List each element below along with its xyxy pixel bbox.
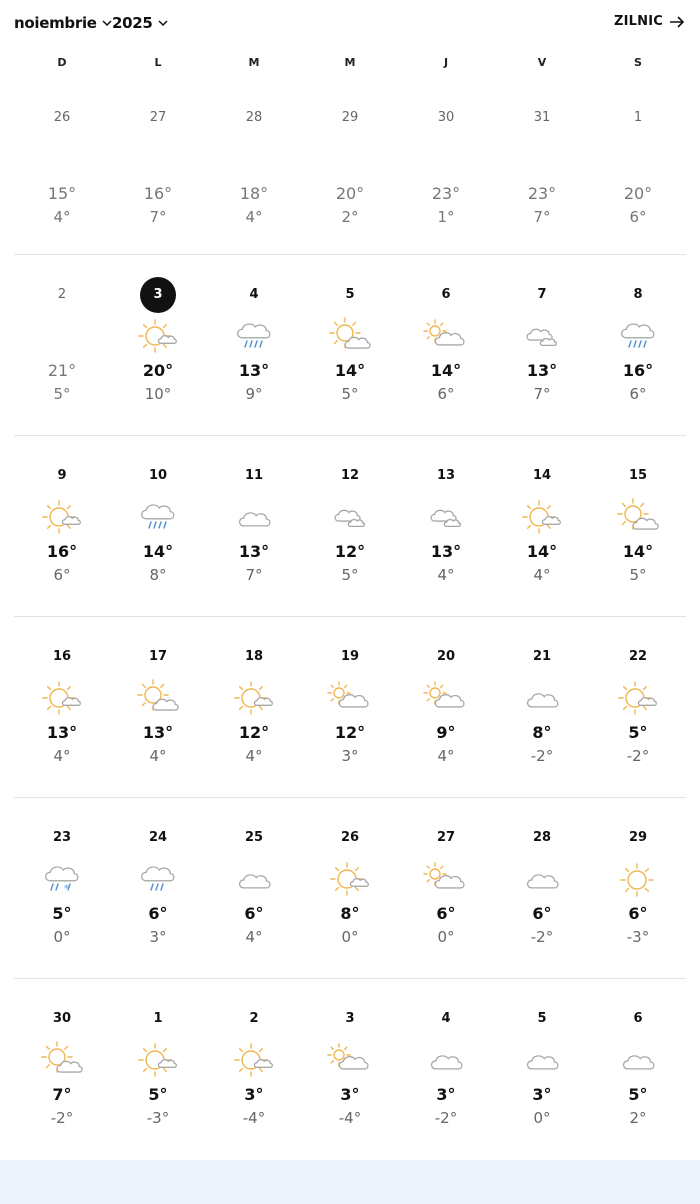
day-cell[interactable] [590,798,686,978]
week-row [14,255,686,436]
low-temp: -2° [530,747,554,765]
high-temp: 16° [622,361,654,380]
high-temp: 20° [623,184,653,203]
day-cell[interactable] [590,436,686,616]
day-cell[interactable] [110,979,206,1160]
sun-cloud-small-icon [135,317,181,359]
partly-cloudy-icon [423,860,469,902]
high-temp: 6° [436,904,456,923]
day-number: 19 [340,649,360,664]
high-temp: 23° [431,184,461,203]
low-temp: -4° [338,1109,362,1127]
high-temp: 16° [143,184,173,203]
calendar-grid [14,78,686,1160]
high-temp: 20° [142,361,174,380]
day-number: 27 [436,830,456,845]
day-cell[interactable] [206,78,302,254]
day-cell[interactable] [110,436,206,616]
high-temp: 14° [622,542,654,561]
week-row [14,78,686,255]
high-temp: 12° [238,723,270,742]
high-temp: 20° [335,184,365,203]
day-cell[interactable] [494,798,590,978]
low-temp: 6° [629,385,647,403]
day-cell[interactable] [590,78,686,254]
day-cell[interactable] [494,255,590,435]
low-temp: 3° [149,928,167,946]
day-cell[interactable] [302,436,398,616]
day-cell[interactable] [590,617,686,797]
weekday-label: J [443,56,449,69]
weekday-label: V [537,56,547,69]
day-cell[interactable] [302,798,398,978]
day-number: 12 [340,468,360,483]
low-temp: -2° [50,1109,74,1127]
day-number: 3 [345,1011,355,1026]
partly-cloudy-icon [327,679,373,721]
day-number: 30 [52,1011,72,1026]
sun-cloud-small-icon [39,498,85,540]
weekday-label: M [344,56,356,69]
cloud-icon [615,1041,661,1083]
low-temp: -4° [242,1109,266,1127]
day-number: 5 [537,1011,547,1026]
low-temp: 6° [629,208,647,226]
week-row [14,617,686,798]
low-temp: 4° [245,208,263,226]
high-temp: 14° [142,542,174,561]
day-number: 13 [436,468,456,483]
day-number: 1 [633,110,643,125]
cloud-rain-icon [231,317,277,359]
day-cell[interactable] [302,979,398,1160]
daily-view-link[interactable] [614,14,686,29]
day-cell[interactable] [494,979,590,1160]
low-temp: 3° [341,747,359,765]
low-temp: -3° [146,1109,170,1127]
cloud-icon [519,679,565,721]
clouds-icon [423,498,469,540]
high-temp: 13° [238,361,270,380]
day-number: 18 [244,649,264,664]
month-select[interactable] [14,14,114,32]
day-cell[interactable] [206,436,302,616]
high-temp: 16° [46,542,78,561]
low-temp: -3° [626,928,650,946]
day-cell[interactable] [398,979,494,1160]
high-temp: 13° [430,542,462,561]
low-temp: 4° [437,747,455,765]
week-row [14,979,686,1160]
sun-cloud-icon [327,317,373,359]
high-temp: 13° [142,723,174,742]
daily-link-label: ZILNIC [613,14,663,29]
day-cell[interactable] [398,617,494,797]
day-number: 15 [628,468,648,483]
low-temp: 9° [245,385,263,403]
day-number: 2 [249,1011,259,1026]
sun-cloud-small-icon [615,679,661,721]
day-number: 25 [244,830,264,845]
high-temp: 13° [46,723,78,742]
low-temp: 2° [341,208,359,226]
calendar-header [0,0,700,50]
low-temp: 4° [53,208,71,226]
clouds-icon [327,498,373,540]
sun-icon [615,860,661,902]
day-cell[interactable] [302,78,398,254]
year-select[interactable] [112,14,170,32]
day-number: 14 [532,468,552,483]
weekday-header-row [14,56,686,69]
high-temp: 3° [244,1085,264,1104]
day-number: 20 [436,649,456,664]
day-cell[interactable] [398,798,494,978]
day-number: 28 [532,830,552,845]
low-temp: 4° [149,747,167,765]
day-cell[interactable] [206,798,302,978]
day-number: 8 [633,287,643,302]
low-temp: 5° [341,385,359,403]
high-temp: 3° [436,1085,456,1104]
day-cell[interactable] [494,436,590,616]
high-temp: 12° [334,723,366,742]
high-temp: 6° [244,904,264,923]
cloud-rain-light-icon [135,860,181,902]
low-temp: 0° [437,928,455,946]
low-temp: 2° [629,1109,647,1127]
low-temp: 7° [245,566,263,584]
high-temp: 21° [47,361,77,380]
day-number: 29 [628,830,648,845]
weekday-label: M [248,56,260,69]
low-temp: 6° [53,566,71,584]
cloud-sleet-icon [39,860,85,902]
day-number: 5 [345,287,355,302]
day-cell[interactable] [14,617,110,797]
low-temp: 7° [149,208,167,226]
high-temp: 14° [334,361,366,380]
day-number: 1 [153,1011,163,1026]
day-number: 31 [533,110,551,125]
high-temp: 13° [526,361,558,380]
day-number: 4 [441,1011,451,1026]
cloud-rain-icon [615,317,661,359]
day-cell[interactable] [14,979,110,1160]
day-cell[interactable] [14,798,110,978]
low-temp: 4° [437,566,455,584]
high-temp: 5° [52,904,72,923]
day-cell[interactable] [590,255,686,435]
day-number: 10 [148,468,168,483]
day-number: 17 [148,649,168,664]
day-number: 2 [57,287,67,302]
day-cell[interactable] [494,78,590,254]
sun-cloud-small-icon [519,498,565,540]
low-temp: 5° [629,566,647,584]
high-temp: 15° [47,184,77,203]
high-temp: 8° [340,904,360,923]
low-temp: 4° [245,747,263,765]
high-temp: 12° [334,542,366,561]
day-number: 23 [52,830,72,845]
high-temp: 8° [532,723,552,742]
day-number: 24 [148,830,168,845]
day-number: 11 [244,468,264,483]
partly-cloudy-icon [423,679,469,721]
day-cell[interactable] [302,617,398,797]
day-cell[interactable] [14,436,110,616]
sun-cloud-small-icon [231,679,277,721]
high-temp: 7° [52,1085,72,1104]
cloud-rain-icon [135,498,181,540]
day-number: 27 [149,110,167,125]
sun-cloud-small-icon [231,1041,277,1083]
day-number: 28 [245,110,263,125]
day-number: 30 [437,110,455,125]
day-number: 16 [52,649,72,664]
partly-cloudy-icon [327,1041,373,1083]
day-cell-today[interactable] [110,255,206,435]
sun-cloud-small-icon [39,679,85,721]
cloud-icon [231,860,277,902]
day-cell[interactable] [206,255,302,435]
cloud-icon [423,1041,469,1083]
weekday-label: S [634,56,642,69]
low-temp: -2° [530,928,554,946]
low-temp: 4° [53,747,71,765]
high-temp: 18° [239,184,269,203]
day-cell[interactable] [494,617,590,797]
day-number: 9 [57,468,67,483]
high-temp: 13° [238,542,270,561]
low-temp: 7° [533,208,551,226]
month-label: noiembrie [14,14,97,32]
day-cell[interactable] [110,78,206,254]
cloud-icon [519,1041,565,1083]
day-number: 7 [537,287,547,302]
arrow-right-icon [668,15,686,29]
day-cell[interactable] [14,255,110,435]
low-temp: -2° [434,1109,458,1127]
day-cell[interactable] [590,979,686,1160]
low-temp: 7° [533,385,551,403]
chevron-down-icon [156,16,170,30]
high-temp: 6° [532,904,552,923]
sun-cloud-icon [39,1041,85,1083]
high-temp: 5° [628,723,648,742]
day-number: 4 [249,287,259,302]
low-temp: 4° [245,928,263,946]
high-temp: 3° [340,1085,360,1104]
day-cell[interactable] [206,617,302,797]
sun-cloud-small-icon [135,1041,181,1083]
svg-text:*: * [64,884,69,894]
sun-cloud-icon [615,498,661,540]
partly-cloudy-icon [423,317,469,359]
day-cell[interactable] [110,617,206,797]
high-temp: 23° [527,184,557,203]
day-number: 3 [140,277,176,313]
footer-bar [0,1160,700,1204]
day-cell[interactable] [398,436,494,616]
high-temp: 3° [532,1085,552,1104]
low-temp: 0° [53,928,71,946]
day-number: 6 [441,287,451,302]
day-cell[interactable] [110,798,206,978]
week-row [14,798,686,979]
day-cell[interactable] [302,255,398,435]
day-cell[interactable] [398,255,494,435]
weekday-label: L [154,56,162,69]
low-temp: 5° [53,385,71,403]
low-temp: 4° [533,566,551,584]
low-temp: 1° [437,208,455,226]
day-number: 26 [53,110,71,125]
sun-cloud-icon [135,679,181,721]
day-number: 29 [341,110,359,125]
low-temp: 10° [144,385,172,403]
weekday-label: D [57,56,67,69]
low-temp: 0° [533,1109,551,1127]
high-temp: 14° [526,542,558,561]
low-temp: 0° [341,928,359,946]
day-number: 6 [633,1011,643,1026]
high-temp: 14° [430,361,462,380]
high-temp: 9° [436,723,456,742]
high-temp: 6° [628,904,648,923]
high-temp: 6° [148,904,168,923]
cloud-icon [519,860,565,902]
low-temp: -2° [626,747,650,765]
day-cell[interactable] [206,979,302,1160]
day-cell[interactable] [398,78,494,254]
high-temp: 5° [628,1085,648,1104]
clouds-icon [519,317,565,359]
sun-cloud-small-icon [327,860,373,902]
week-row [14,436,686,617]
high-temp: 5° [148,1085,168,1104]
day-number: 26 [340,830,360,845]
day-cell[interactable] [14,78,110,254]
low-temp: 5° [341,566,359,584]
day-number: 21 [532,649,552,664]
low-temp: 6° [437,385,455,403]
low-temp: 8° [149,566,167,584]
cloud-icon [231,498,277,540]
day-number: 22 [628,649,648,664]
year-label: 2025 [112,14,153,32]
